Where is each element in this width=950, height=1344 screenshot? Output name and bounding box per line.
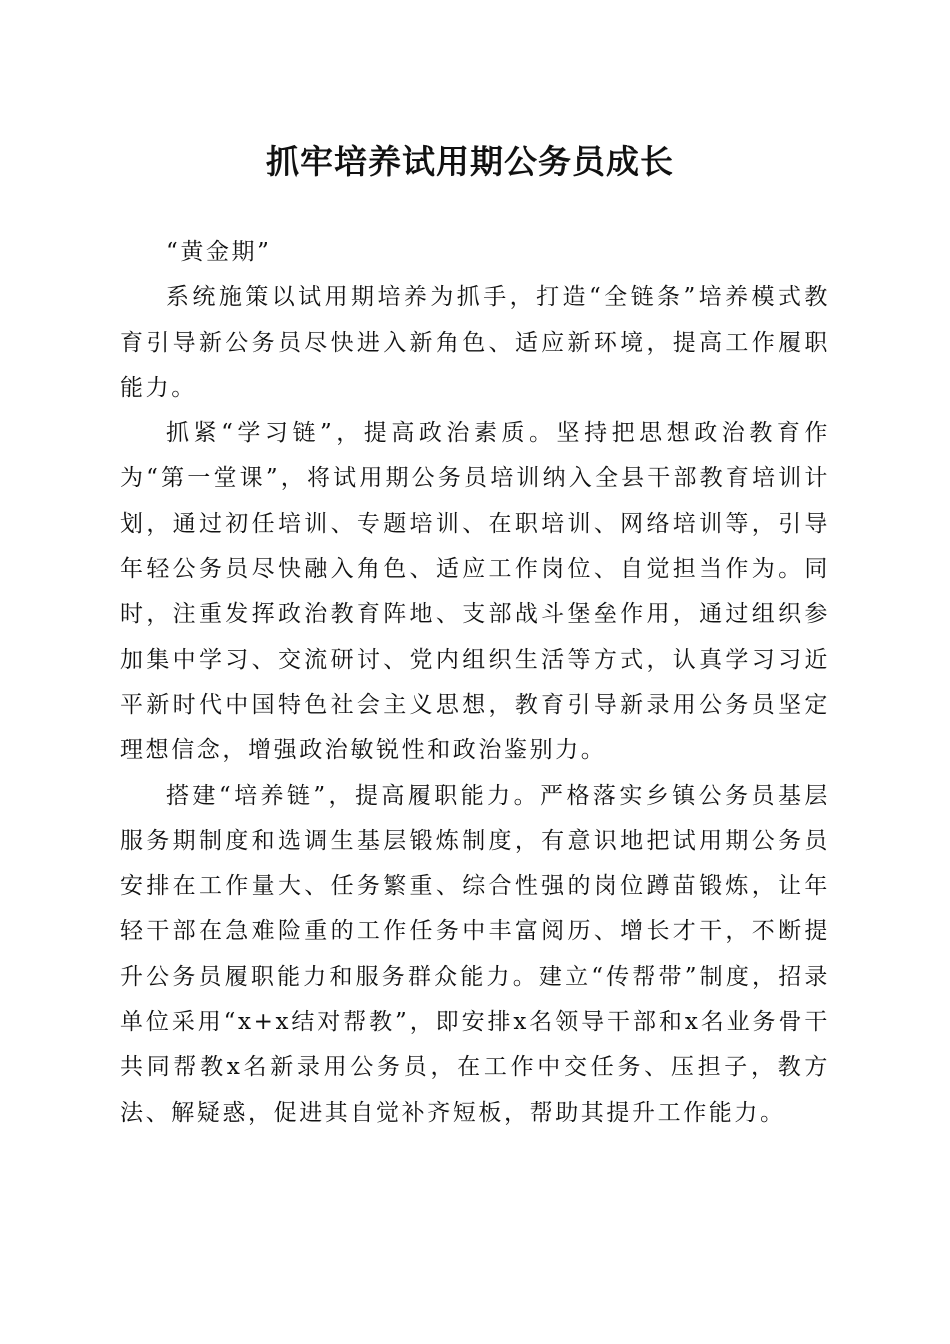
paragraph-learning-chain: 抓紧“学习链”，提高政治素质。坚持把思想政治教育作为“第一堂课”，将试用期公务员培训纳入全县干部教育培训计划，通过初任培训、专题培训、在职培训、网络培训等，引导年轻公务员尽快融入角色、适应工作岗位、自觉担当作为。同时，注重发挥政治教育阵地、支部战斗堡垒作用，通过组织参加集中学习、交流研讨、党内组织生活等方式，认真学习习近平新时代中国特色社会主义思想，教育引导新录用公务员坚定理想信念，增强政治敏锐性和政治鉴别力。 — [120, 420, 830, 764]
paragraph-intro: 系统施策以试用期培养为抓手，打造“全链条”培养模式教育引导新公务员尽快进入新角色、适应新环境，提高工作履职能力。 — [120, 284, 830, 401]
document-body — [120, 230, 830, 1136]
paragraph-subtitle: “黄金期” — [166, 239, 272, 265]
paragraph-training-chain: 搭建“培养链”，提高履职能力。严格落实乡镇公务员基层服务期制度和选调生基层锻炼制度，有意识地把试用期公务员安排在工作量大、任务繁重、综合性强的岗位蹲苗锻炼，让年轻干部在急难险重的工作任务中丰富阅历、增长才干，不断提升公务员履职能力和服务群众能力。建立“传帮带”制度，招录单位采用“x+x结对帮教”，即安排x名领导干部和x名业务骨干共同帮教x名新录用公务员，在工作中交任务、压担子，教方法、解疑惑，促进其自觉补齐短板，帮助其提升工作能力。 — [120, 782, 830, 1126]
page-title: 抓牢培养试用期公务员成长 — [266, 142, 674, 181]
